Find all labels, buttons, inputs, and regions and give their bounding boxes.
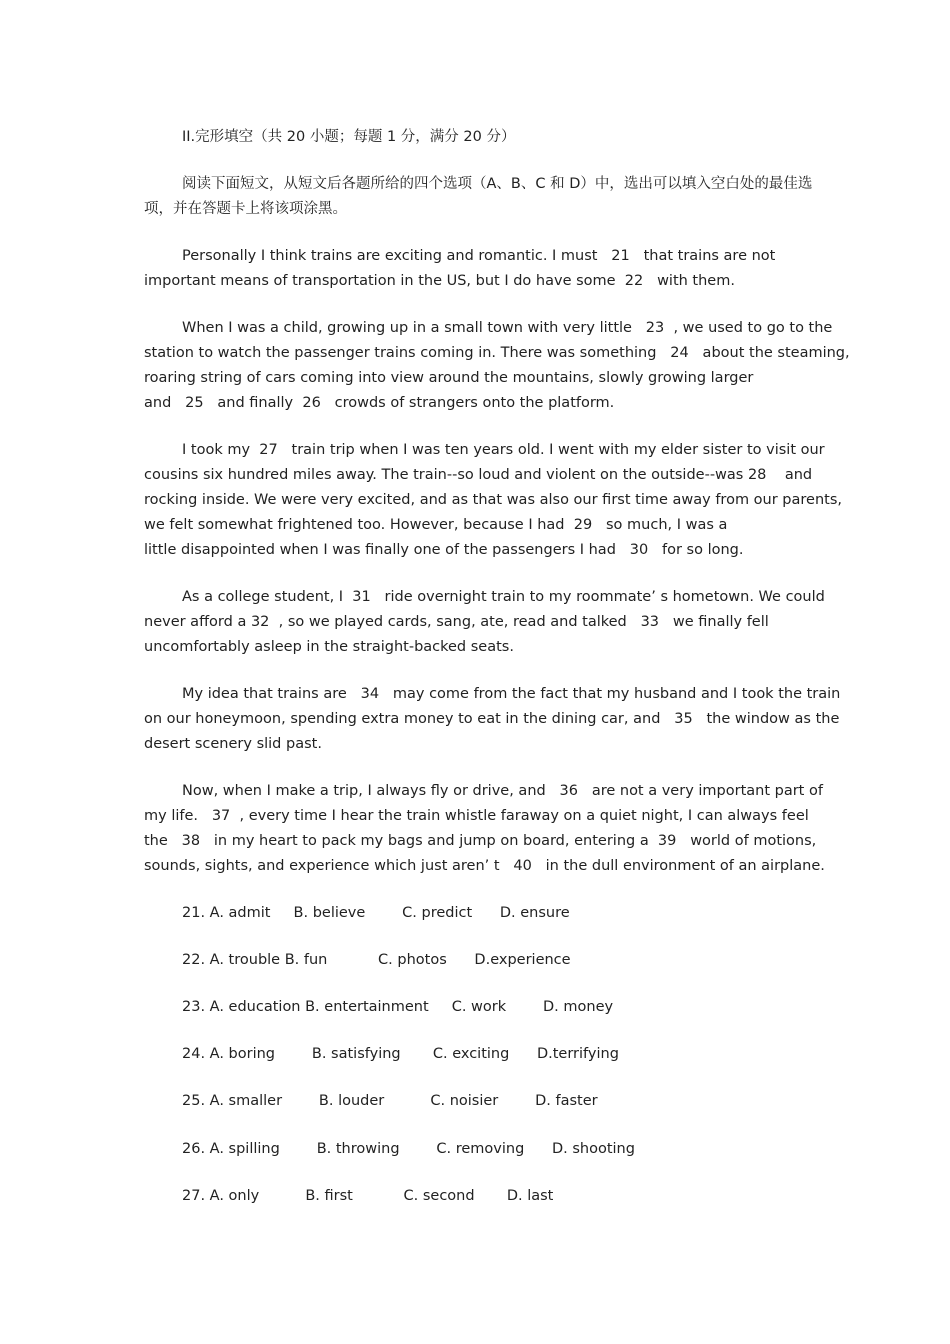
passage-line: My idea that trains are 34 may come from the fact that my husband and I took the train bbox=[182, 686, 841, 702]
passage-line: Now, when I make a trip, I always fly or drive, and 36 are not a very important part of bbox=[182, 783, 823, 799]
passage-line: important means of transportation in the US, but I do have some 22 with them. bbox=[144, 273, 735, 289]
passage-line: on our honeymoon, spending extra money to eat in the dining car, and 35 the window as the bbox=[144, 711, 840, 727]
passage-line: we felt somewhat frightened too. However, because I had 29 so much, I was a bbox=[144, 517, 728, 533]
question-item: 21. A. admit B. believe C. predict D. ensure bbox=[182, 905, 570, 921]
passage-line: my life. 37 , every time I hear the train whistle faraway on a quiet night, I can always feel bbox=[144, 808, 809, 824]
passage-line: desert scenery slid past. bbox=[144, 736, 322, 752]
passage-line: cousins six hundred miles away. The train--so loud and violent on the outside--was 28 and bbox=[144, 467, 813, 483]
instruction-line: 阅读下面短文，从短文后各题所给的四个选项（A、B、C 和 D）中，选出可以填入空白处的最佳选 bbox=[182, 176, 813, 192]
passage-line: I took my 27 train trip when I was ten years old. I went with my elder sister to visit our bbox=[182, 442, 825, 458]
question-item: 25. A. smaller B. louder C. noisier D. faster bbox=[182, 1093, 598, 1109]
question-item: 22. A. trouble B. fun C. photos D.experience bbox=[182, 952, 571, 968]
passage-line: never afford a 32 , so we played cards, sang, ate, read and talked 33 we finally fell bbox=[144, 614, 769, 630]
passage-line: uncomfortably asleep in the straight-backed seats. bbox=[144, 639, 514, 655]
passage-line: As a college student, I 31 ride overnight train to my roommate’ s hometown. We could bbox=[182, 589, 825, 605]
question-item: 27. A. only B. first C. second D. last bbox=[182, 1188, 554, 1204]
passage-line: and 25 and finally 26 crowds of strangers onto the platform. bbox=[144, 395, 615, 411]
passage-line: Personally I think trains are exciting and romantic. I must 21 that trains are not bbox=[182, 248, 776, 264]
passage-line: rocking inside. We were very excited, and as that was also our first time away from our parents, bbox=[144, 492, 842, 508]
passage-line: the 38 in my heart to pack my bags and jump on board, entering a 39 world of motions, bbox=[144, 833, 817, 849]
passage-line: little disappointed when I was finally one of the passengers I had 30 for so long. bbox=[144, 542, 744, 558]
section-title: II.完形填空（共 20 小题；每题 1 分，满分 20 分） bbox=[182, 129, 516, 145]
passage-line: sounds, sights, and experience which just aren’ t 40 in the dull environment of an airplane. bbox=[144, 858, 825, 874]
question-item: 23. A. education B. entertainment C. work D. money bbox=[182, 999, 614, 1015]
instruction-line: 项，并在答题卡上将该项涂黑。 bbox=[144, 201, 347, 217]
passage-line: roaring string of cars coming into view around the mountains, slowly growing larger bbox=[144, 370, 754, 386]
question-item: 24. A. boring B. satisfying C. exciting D.terrifying bbox=[182, 1046, 619, 1062]
question-item: 26. A. spilling B. throwing C. removing D. shooting bbox=[182, 1141, 635, 1157]
passage-line: station to watch the passenger trains coming in. There was something 24 about the steaming, bbox=[144, 345, 850, 361]
passage-line: When I was a child, growing up in a small town with very little 23 , we used to go to the bbox=[182, 320, 833, 336]
